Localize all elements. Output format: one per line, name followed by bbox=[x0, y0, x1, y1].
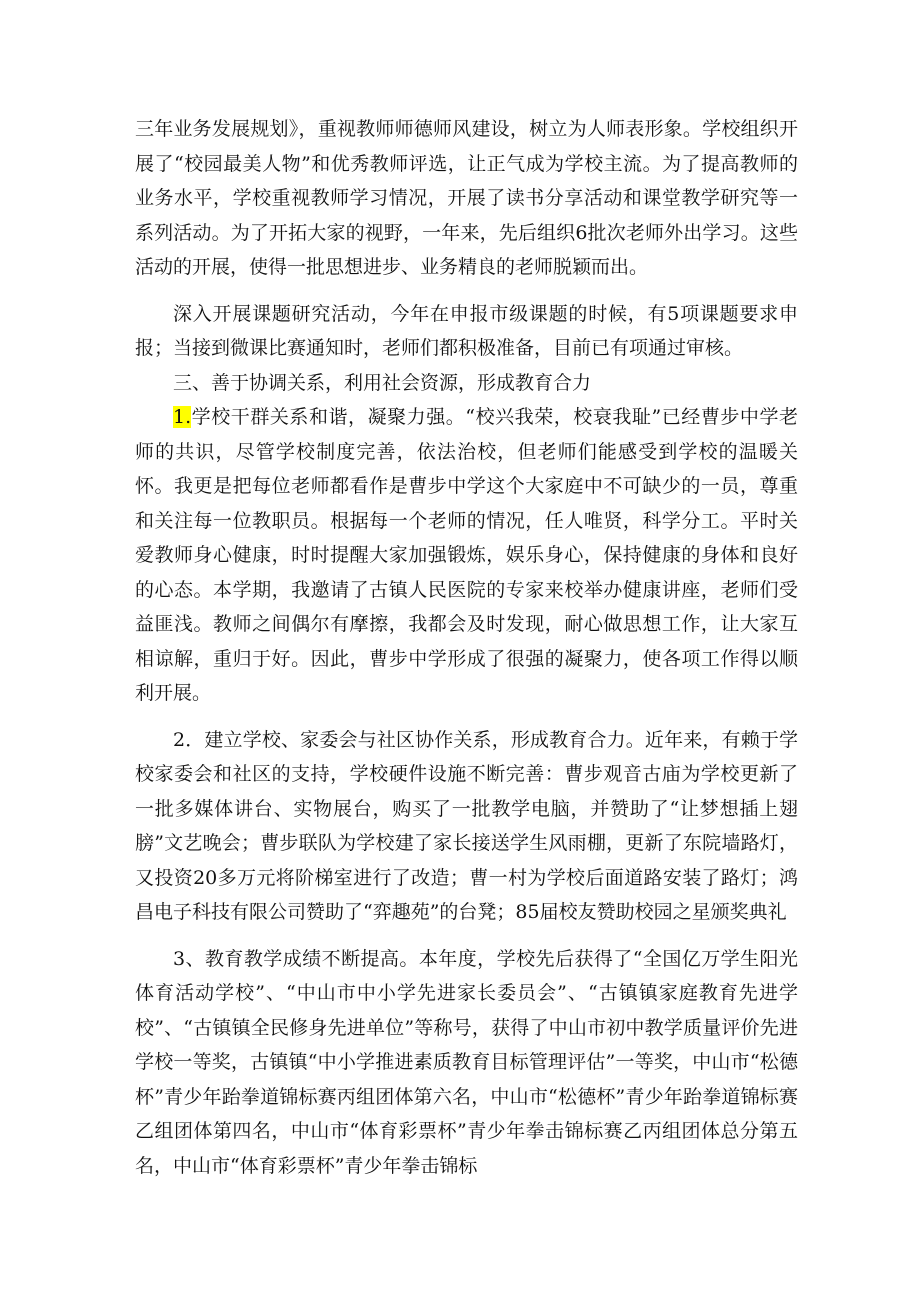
highlighted-number: 1. bbox=[173, 406, 192, 428]
paragraph-achievements: 3、教育教学成绩不断提高。本年度，学校先后获得了“全国亿万学生阳光体育活动学校”、“中山市中小学先进家长委员会”、“古镇镇家庭教育先进学校”、“古镇镇全民修身先进单位”等称号，获得了中山市初中教学质量评价先进学校一等奖，古镇镇“中小学推进素质教育目标管理评估”一等奖，中山市“松德杯”青少年跆拳道锦标赛丙组团体第六名，中山市“松德杯”青少年跆拳道锦标赛乙组团体第四名，中山市“体育彩票杯”青少年拳击锦标赛乙丙组团体总分第五名，中山市“体育彩票杯”青少年拳击锦标 bbox=[135, 947, 798, 1177]
document-body bbox=[135, 112, 798, 1183]
section-heading-3: 三、善于协调关系，利用社会资源，形成教育合力 bbox=[173, 371, 592, 394]
paragraph-cohesion-text: 学校干群关系和谐，凝聚力强。“校兴我荣，校衰我耻”已经曹步中学老师的共识，尽管学校制度完善，依法治校，但老师们能感受到学校的温暖关怀。我更是把每位老师都看作是曹步中学这个大家庭中不可缺少的一员，尊重和关注每一位教职员。根据每一个老师的情况，任人唯贤，科学分工。平时关爱教师身心健康，时时提醒大家加强锻炼，娱乐身心，保持健康的身体和良好的心态。本学期，我邀请了古镇人民医院的专家来校举办健康讲座，老师们受益匪浅。教师之间偶尔有摩擦，我都会及时发现，耐心做思想工作，让大家互相谅解，重归于好。因此，曹步中学形成了很强的凝聚力，使各项工作得以顺利开展。 bbox=[135, 406, 798, 704]
paragraph-research: 深入开展课题研究活动，今年在申报市级课题的时候，有5项课题要求申报；当接到微课比赛通知时，老师们都积极准备，目前已有项通过审核。 bbox=[135, 302, 798, 359]
paragraph-cooperation: 2．建立学校、家委会与社区协作关系，形成教育合力。近年来，有赖于学校家委会和社区的支持，学校硬件设施不断完善：曹步观音古庙为学校更新了一批多媒体讲台、实物展台，购买了一批教学电脑，并赞助了“让梦想插上翅膀”文艺晚会；曹步联队为学校建了家长接送学生风雨棚，更新了东院墙路灯，又投资20多万元将阶梯室进行了改造；曹一村为学校后面道路安装了路灯；鸿昌电子科技有限公司赞助了“弈趣苑”的台凳；85届校友赞助校园之星颁奖典礼 bbox=[135, 728, 798, 923]
paragraph-plan: 三年业务发展规划》，重视教师师德师风建设，树立为人师表形象。学校组织开展了“校园最美人物”和优秀教师评选，让正气成为学校主流。为了提高教师的业务水平，学校重视教师学习情况，开展了读书分享活动和课堂教学研究等一系列活动。为了开拓大家的视野，一年来，先后组织6批次老师外出学习。这些活动的开展，使得一批思想进步、业务精良的老师脱颖而出。 bbox=[135, 118, 798, 278]
paragraph-cohesion bbox=[135, 400, 798, 711]
